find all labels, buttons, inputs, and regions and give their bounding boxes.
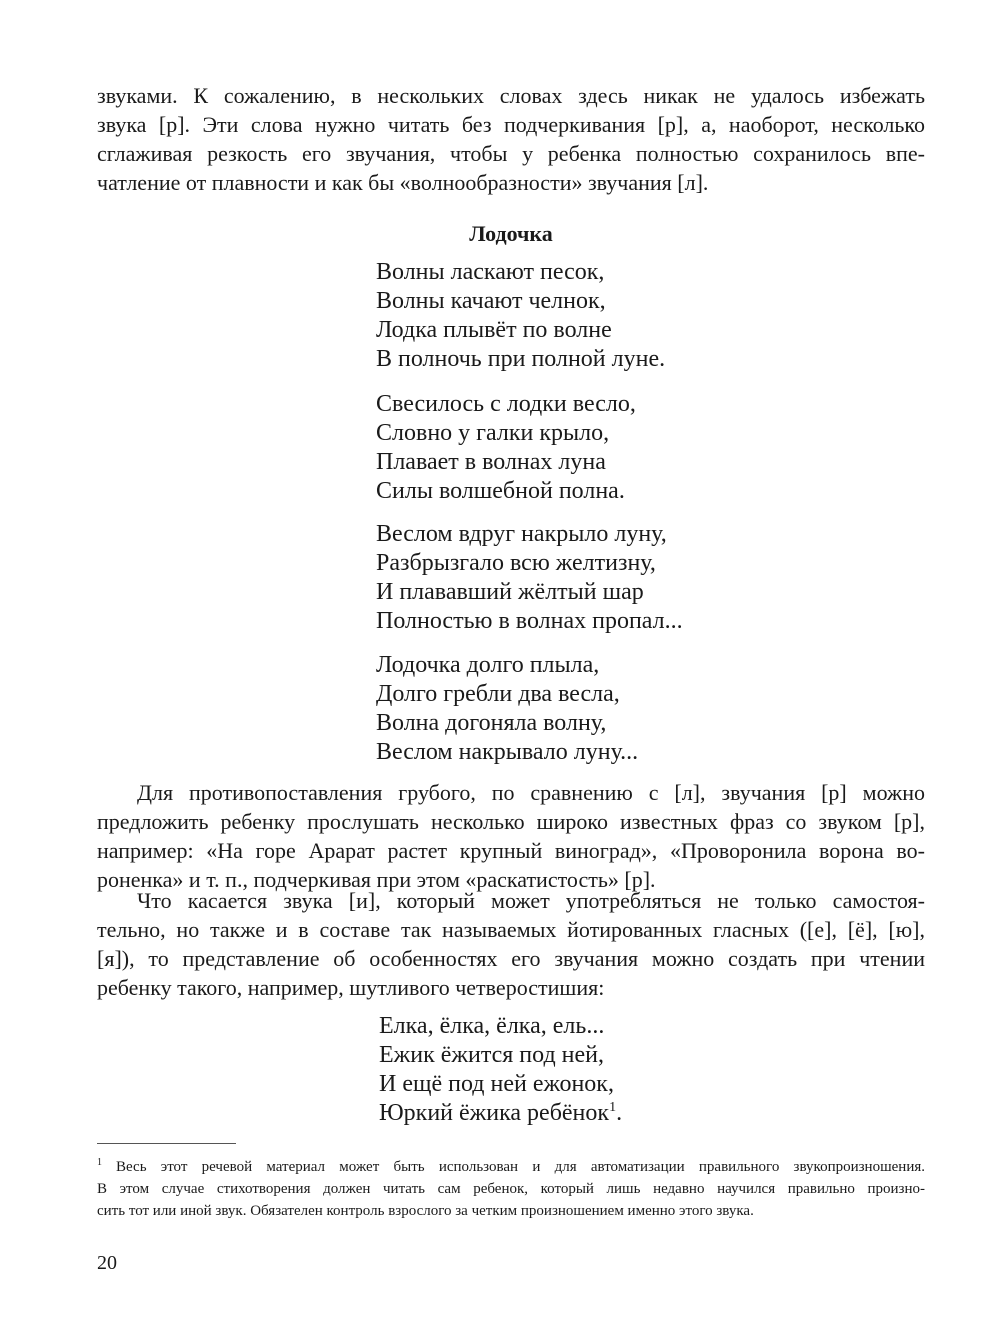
text-line: тельно, но также и в составе так называемых йотированных гласных ([е], [ё], [ю],: [97, 917, 925, 942]
quatrain: [379, 1012, 622, 1128]
poem-line-punct: .: [616, 1100, 623, 1126]
text-line: предложить ребенку прослушать несколько широко известных фраз со звуком [р],: [97, 809, 925, 834]
text-line: звука [р]. Эти слова нужно читать без подчеркивания [р], а, наоборот, несколько: [97, 112, 925, 137]
footnote: [97, 1152, 925, 1222]
poem-line: Долго гребли два весла,: [376, 681, 620, 707]
poem-line: Разбрызгало всю желтизну,: [376, 550, 656, 576]
footnote-line: [97, 1152, 925, 1178]
poem-line: Волна догоняла волну,: [376, 710, 607, 736]
text-line: [я]), то представление об особенностях его звучания можно создать при чтении: [97, 946, 925, 971]
poem-stanza: [376, 258, 665, 374]
text-line: Для противопоставления грубого, по сравнению с [л], звучания [р] можно: [137, 780, 925, 805]
text-line: Что касается звука [и], который может употребляться не только самостоя-: [137, 888, 925, 913]
intro-paragraph: [97, 81, 925, 197]
vowel-paragraph: [97, 886, 925, 1002]
poem-line: [379, 1099, 622, 1128]
contrast-paragraph: [97, 778, 925, 894]
footnote-reference[interactable]: 1: [609, 1100, 617, 1115]
poem-line-text: Юркий ёжика ребёнок: [379, 1100, 610, 1126]
poem-line: Волны качают челнок,: [376, 288, 606, 314]
poem-stanza: [376, 520, 683, 636]
poem-line: Веслом вдруг накрыло луну,: [376, 521, 667, 547]
text-line: например: «На горе Арарат растет крупный виноград», «Проворонила ворона во-: [97, 838, 925, 863]
poem-line: Елка, ёлка, ёлка, ель...: [379, 1013, 605, 1039]
text-line: чатление от плавности и как бы «волнообразности» звучания [л].: [97, 170, 709, 195]
footnote-text: Весь этот речевой материал может быть использован и для автоматизации правильного звукопроизношения.: [116, 1159, 925, 1175]
poem-line: Свесилось с лодки весло,: [376, 391, 636, 417]
poem-line: Полностью в волнах пропал...: [376, 608, 683, 634]
footnote-line: В этом случае стихотворения должен читать сам ребенок, который лишь недавно научился правильно произно-: [97, 1181, 925, 1197]
text-line: звуками. К сожалению, в нескольких словах здесь никак не удалось избежать: [97, 83, 925, 108]
poem-line: Волны ласкают песок,: [376, 259, 605, 285]
footnote-divider: [97, 1143, 236, 1144]
poem-line: Плавает в волнах луна: [376, 449, 606, 475]
poem-line: В полночь при полной луне.: [376, 346, 666, 372]
poem-line: Ежик ёжится под ней,: [379, 1042, 604, 1068]
poem-line: Лодка плывёт по волне: [376, 317, 612, 343]
poem-line: И плававший жёлтый шар: [376, 579, 644, 605]
text-line: сглаживая резкость его звучания, чтобы у ребенка полностью сохранилось впе-: [97, 141, 925, 166]
text-line: роненка» и т. п., подчеркивая при этом «раскатистость» [р].: [97, 867, 656, 892]
poem-stanza: [376, 390, 636, 506]
poem-stanza: [376, 651, 638, 767]
poem-line: Словно у галки крыло,: [376, 420, 610, 446]
text-line: ребенку такого, например, шутливого четверостишия:: [97, 975, 605, 1000]
poem-line: Силы волшебной полна.: [376, 478, 625, 504]
page-number: 20: [97, 1252, 117, 1274]
footnote-line: сить тот или иной звук. Обязателен контроль взрослого за четким произношением именно этого звука.: [97, 1203, 754, 1219]
footnote-marker: 1: [97, 1157, 102, 1168]
poem-line: Лодочка долго плыла,: [376, 652, 600, 678]
poem-title: Лодочка: [469, 221, 553, 246]
poem-line: Веслом накрывало луну...: [376, 739, 639, 765]
poem-line: И ещё под ней ежонок,: [379, 1071, 614, 1097]
